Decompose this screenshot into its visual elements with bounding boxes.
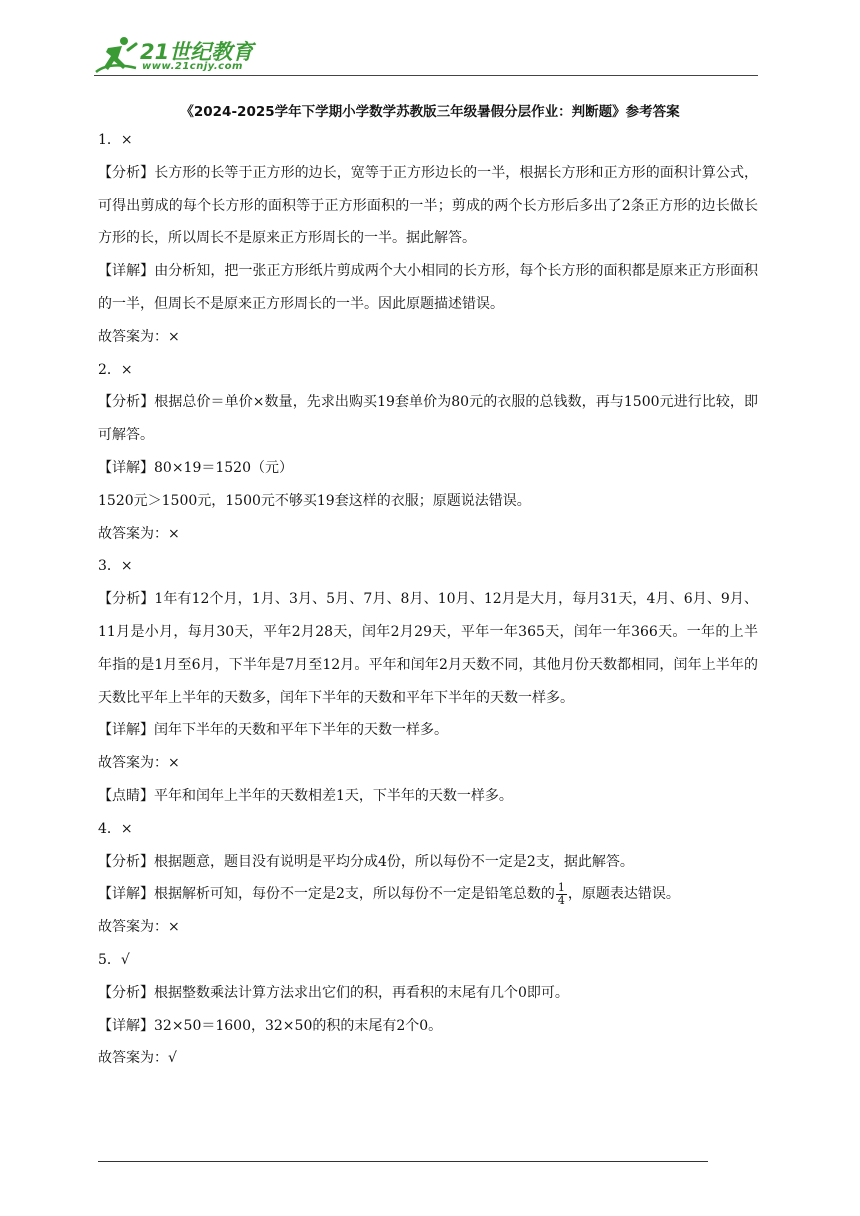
analysis-text: 长方形的长等于正方形的边长，宽等于正方形边长的一半，根据长方形和正方形的面积计算公式，可得出剪成的每个长方形的面积等于正方形面积的一半；剪成的两个长方形后多出了2条正方形的边长做长方形的长，所以周长不是原来正方形周长的一半。据此解答。 [98, 164, 759, 247]
comment-tag: 【点睛】 [98, 787, 154, 804]
detail-paragraph [98, 878, 758, 911]
answer-content [98, 124, 758, 1075]
analysis-text: 根据整数乘法计算方法求出它们的积，再看积的末尾有几个0即可。 [154, 984, 569, 1001]
fraction-numerator: 1 [557, 880, 565, 894]
detail-tag: 【详解】 [98, 459, 154, 476]
item-number: 3．× [98, 558, 133, 575]
detail-text-pre: 根据解析可知，每份不一定是2支，所以每份不一定是铅笔总数的 [154, 886, 555, 903]
detail-continuation: 1520元＞1500元，1500元不够买19套这样的衣服；原题说法错误。 [98, 492, 531, 509]
analysis-tag: 【分析】 [98, 591, 155, 608]
comment-text: 平年和闰年上半年的天数相差1天，下半年的天数一样多。 [154, 787, 513, 804]
detail-text: 由分析知，把一张正方形纸片剪成两个大小相同的长方形，每个长方形的面积都是原来正方形面积的一半，但周长不是原来正方形周长的一半。因此原题描述错误。 [98, 263, 759, 312]
runner-logo-icon [94, 34, 138, 78]
footer-divider [98, 1161, 708, 1162]
logo-text: 21世纪教育 [140, 40, 254, 64]
detail-tag: 【详解】 [98, 263, 155, 280]
page-header [94, 34, 758, 78]
comment-paragraph [98, 780, 758, 813]
answer-line: 故答案为：√ [98, 1050, 177, 1067]
detail-tag: 【详解】 [98, 886, 154, 903]
logo-url: www.21cnjy.com [142, 61, 243, 72]
analysis-paragraph [98, 846, 758, 879]
analysis-tag: 【分析】 [98, 853, 154, 870]
analysis-tag: 【分析】 [98, 984, 154, 1001]
analysis-text: 根据题意，题目没有说明是平均分成4份，所以每份不一定是2支，据此解答。 [154, 853, 634, 870]
detail-paragraph [98, 1010, 758, 1043]
answer-line: 故答案为：× [98, 919, 180, 936]
item-number: 5．√ [98, 951, 130, 968]
detail-paragraph [98, 452, 758, 485]
answer-line: 故答案为：× [98, 525, 180, 542]
detail-text: 80×19＝1520（元） [154, 459, 293, 476]
analysis-text: 根据总价＝单价×数量，先求出购买19套单价为80元的衣服的总钱数，再与1500元进行比较，即可解答。 [98, 394, 758, 444]
detail-text-post: ，原题表达错误。 [567, 886, 680, 903]
header-divider [94, 75, 758, 76]
item-number: 4．× [98, 820, 133, 837]
analysis-paragraph [98, 386, 758, 452]
analysis-tag: 【分析】 [98, 394, 155, 411]
detail-tag: 【详解】 [98, 1017, 154, 1034]
detail-text: 闰年下半年的天数和平年下半年的天数一样多。 [154, 722, 448, 739]
analysis-paragraph [98, 583, 758, 714]
fraction [556, 882, 567, 907]
analysis-text: 1年有12个月，1月、3月、5月、7月、8月、10月、12月是大月，每月31天，4月、6月、9月、11月是小月，每月30天，平年2月28天，闰年2月29天，平年一年365天，闰年一年366天。一年的上半年指的是1月至6月，下半年是7月至12月。平年和闰年2月天数不同，其他月份天数都相同，闰年上半年的天数比平年上半年的天数多，闰年下半年的天数和平年下半年的天数一样多。 [98, 591, 759, 706]
answer-line: 故答案为：× [98, 755, 180, 772]
logo [94, 34, 264, 78]
analysis-paragraph [98, 157, 758, 255]
item-number: 2．× [98, 361, 133, 378]
analysis-tag: 【分析】 [98, 164, 155, 181]
detail-text: 32×50＝1600，32×50的积的末尾有2个0。 [154, 1017, 443, 1034]
fraction-denominator: 4 [557, 893, 565, 907]
item-number: 1．× [98, 132, 133, 148]
document-title: 《2024-2025学年下学期小学数学苏教版三年级暑假分层作业：判断题》参考答案 [180, 104, 680, 120]
detail-paragraph [98, 714, 758, 747]
detail-paragraph [98, 255, 758, 321]
detail-tag: 【详解】 [98, 722, 154, 739]
answer-line: 故答案为：× [98, 328, 180, 345]
analysis-paragraph [98, 977, 758, 1010]
